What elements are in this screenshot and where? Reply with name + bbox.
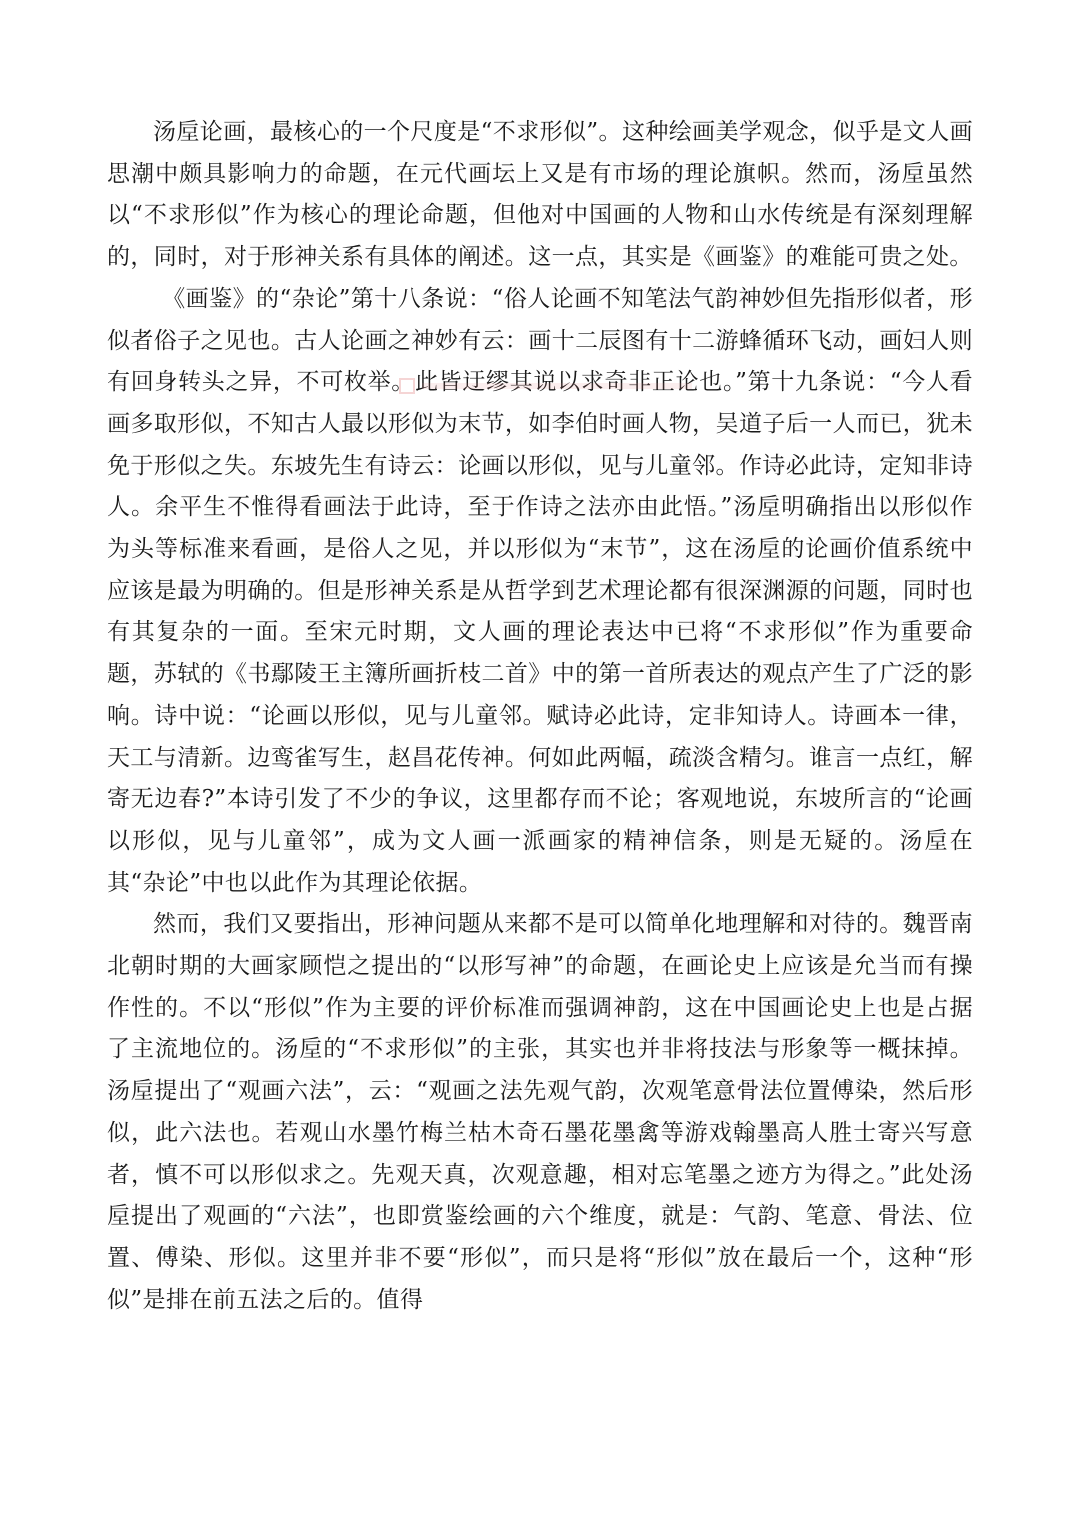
paragraph-3: 然而，我们又要指出，形神问题从来都不是可以简单化地理解和对待的。魏晋南北朝时期的大画家顾恺之提出的“以形写神”的命题，在画论史上应该是允当而有操作性的。不以“形似”作为主要的评价标准而强调神韵，这在中国画论史上也是占据了主流地位的。汤垕的“不求形似”的主张，其实也并非将技法与形象等一概抹掉。汤垕提出了“观画六法”，云：“观画之法先观气韵，次观笔意骨法位置傅染，然后形似，此六法也。若观山水墨竹梅兰枯木奇石墨花墨禽等游戏翰墨高人胜士寄兴写意者，慎不可以形似求之。先观天真，次观意趣，相对忘笔墨之迹方为得之。”此处汤垕提出了观画的“六法”，也即赏鉴绘画的六个维度，就是：气韵、笔意、骨法、位置、傅染、形似。这里并非不要“形似”，而只是将“形似”放在最后一个，这种“形似”是排在前五法之后的。值得 xyxy=(107,911,973,1313)
paragraph-1: 汤垕论画，最核心的一个尺度是“不求形似”。这种绘画美学观念，似乎是文人画思潮中颇具影响力的命题，在元代画坛上又是有市场的理论旗帜。然而，汤垕虽然以“不求形似”作为核心的理论命题，但他对中国画的人物和山水传统是有深刻理解的，同时，对于形神关系有具体的阐述。这一点，其实是《画鉴》的难能可贵之处。 xyxy=(107,119,973,271)
document-body xyxy=(107,112,973,1321)
paragraph-2: 《画鉴》的“杂论”第十八条说：“俗人论画不知笔法气韵神妙但先指形似者，形似者俗子之见也。古人论画之神妙有云：画十二辰图有十二游蜂循环飞动，画妇人则有回身转头之异，不可枚举。此皆迂缪其说以求奇非正论也。”第十九条说：“今人看画多取形似，不知古人最以形似为末节，如李伯时画人物，吴道子后一人而已，犹未免于形似之失。东坡先生有诗云：论画以形似，见与儿童邻。作诗必此诗，定知非诗人。余平生不惟得看画法于此诗，至于作诗之法亦由此悟。”汤垕明确指出以形似作为头等标准来看画，是俗人之见，并以形似为“末节”，这在汤垕的论画价值系统中应该是最为明确的。但是形神关系是从哲学到艺术理论都有很深渊源的问题，同时也有其复杂的一面。至宋元时期，文人画的理论表达中已将“不求形似”作为重要命题，苏轼的《书鄢陵王主簿所画折枝二首》中的第一首所表达的观点产生了广泛的影响。诗中说：“论画以形似，见与儿童邻。赋诗必此诗，定非知诗人。诗画本一律，天工与清新。边鸾雀写生，赵昌花传神。何如此两幅，疏淡含精匀。谁言一点红，解寄无边春?”本诗引发了不少的争议，这里都存而不论；客观地说，东坡所言的“论画以形似，见与儿童邻”，成为文人画一派画家的精神信条，则是无疑的。汤垕在其“杂论”中也以此作为其理论依据。 xyxy=(107,285,973,896)
